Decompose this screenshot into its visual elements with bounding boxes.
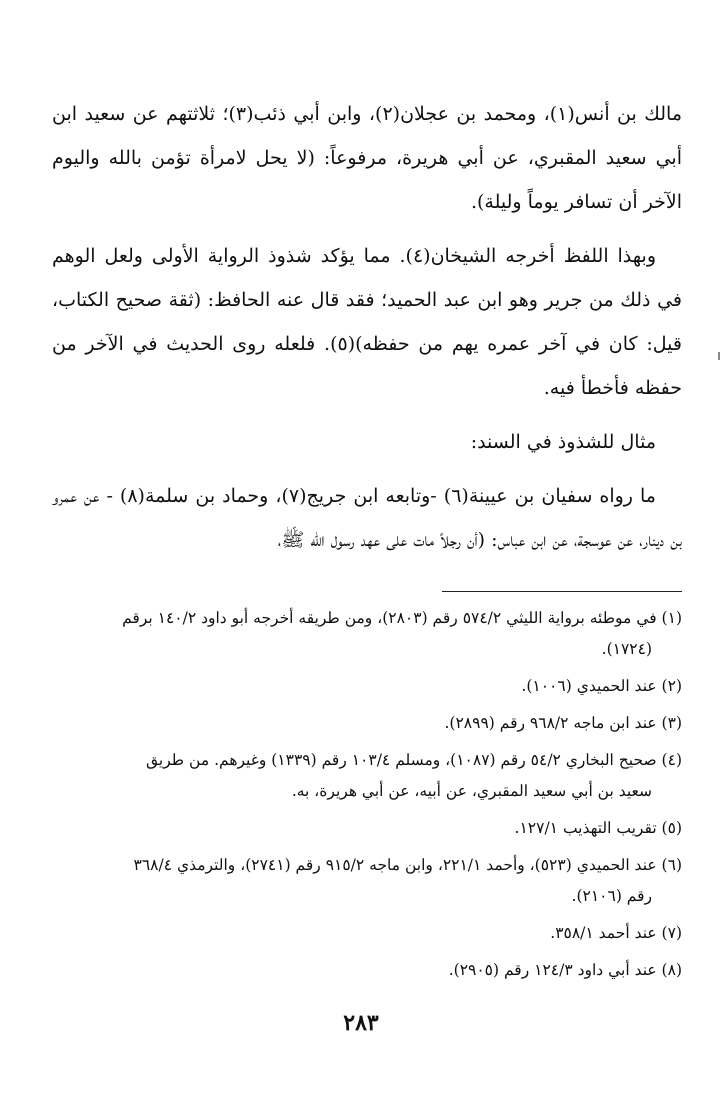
footnote-7	[48, 918, 682, 949]
section-heading: مثال للشذوذ في السند:	[470, 431, 656, 453]
footnote-text: (٦) عند الحميدي (٥٢٣)، وأحمد ٢٢١/١، وابن ماجه ٩١٥/٢ رقم (٢٧٤١)، والترمذي ٣٦٨/٤	[133, 856, 682, 874]
footnote-5	[48, 813, 682, 844]
page-number: ٢٨٣	[343, 1010, 379, 1036]
footnote-6	[48, 850, 682, 912]
footnote-text: (٥) تقريب التهذيب ١٢٧/١.	[514, 819, 682, 837]
footnote-text: (٨) عند أبي داود ١٢٤/٣ رقم (٢٩٠٥).	[448, 961, 682, 979]
footnote-text: (٤) صحيح البخاري ٥٤/٢ رقم (١٠٨٧)، ومسلم ١٠٣/٤ رقم (١٣٣٩) وغيرهم. من طريق	[146, 751, 682, 769]
footnote-text: (٣) عند ابن ماجه ٩٦٨/٢ رقم (٢٨٩٩).	[444, 714, 682, 732]
footnote-3	[48, 708, 682, 739]
footnote-1	[48, 603, 682, 665]
footnote-4	[48, 745, 682, 807]
footnote-continuation: (١٧٢٤).	[601, 640, 652, 658]
paragraph-shudhudh-explanation: وبهذا اللفظ أخرجه الشيخان(٤). مما يؤكد شذوذ الرواية الأولى ولعل الوهم في ذلك من جرير وهو ابن عبد الحميد؛ فقد قال عنه الحافظ: (ثقة صحيح الكتاب، قيل: كان في آخر عمره يهم من حفظه)(٥). فلعله روى الحديث في الآخر من حفظه فأخطأ فيه.	[52, 245, 682, 399]
footnote-text: (١) في موطئه برواية الليثي ٥٧٤/٢ رقم (٢٨٠٣)، ومن طريقه أخرجه أبو داود ١٤٠/٢ برقم	[122, 609, 682, 627]
footnote-continuation: رقم (٢١٠٦).	[571, 887, 652, 905]
footnote-text: (٢) عند الحميدي (١٠٠٦).	[521, 677, 682, 695]
main-text	[52, 92, 682, 572]
margin-mark	[718, 352, 720, 360]
footnote-8	[48, 955, 682, 986]
paragraph-example: ما رواه سفيان بن عيينة(٦) -وتابعه ابن جريج(٧)، وحماد بن سلمة(٨) - عن عمرو بن دينار، عن عوسجة، عن ابن عباس: (أن رجلاً مات على عهد رسول الله ﷺ،	[52, 485, 682, 551]
footnote-separator	[442, 591, 682, 592]
paragraph-hadith-narration: مالك بن أنس(١)، ومحمد بن عجلان(٢)، وابن أبي ذئب(٣)؛ ثلاثتهم عن سعيد ابن أبي سعيد المقبري، عن أبي هريرة، مرفوعاً: (لا يحل لامرأة تؤمن بالله واليوم الآخر أن تسافر يوماً وليلة).	[52, 103, 682, 213]
footnote-2	[48, 671, 682, 702]
footnote-text: (٧) عند أحمد ٣٥٨/١.	[550, 924, 682, 942]
footnotes	[48, 603, 682, 992]
footnote-continuation: سعيد بن أبي سعيد المقبري، عن أبيه، عن أبي هريرة، به.	[291, 782, 652, 800]
